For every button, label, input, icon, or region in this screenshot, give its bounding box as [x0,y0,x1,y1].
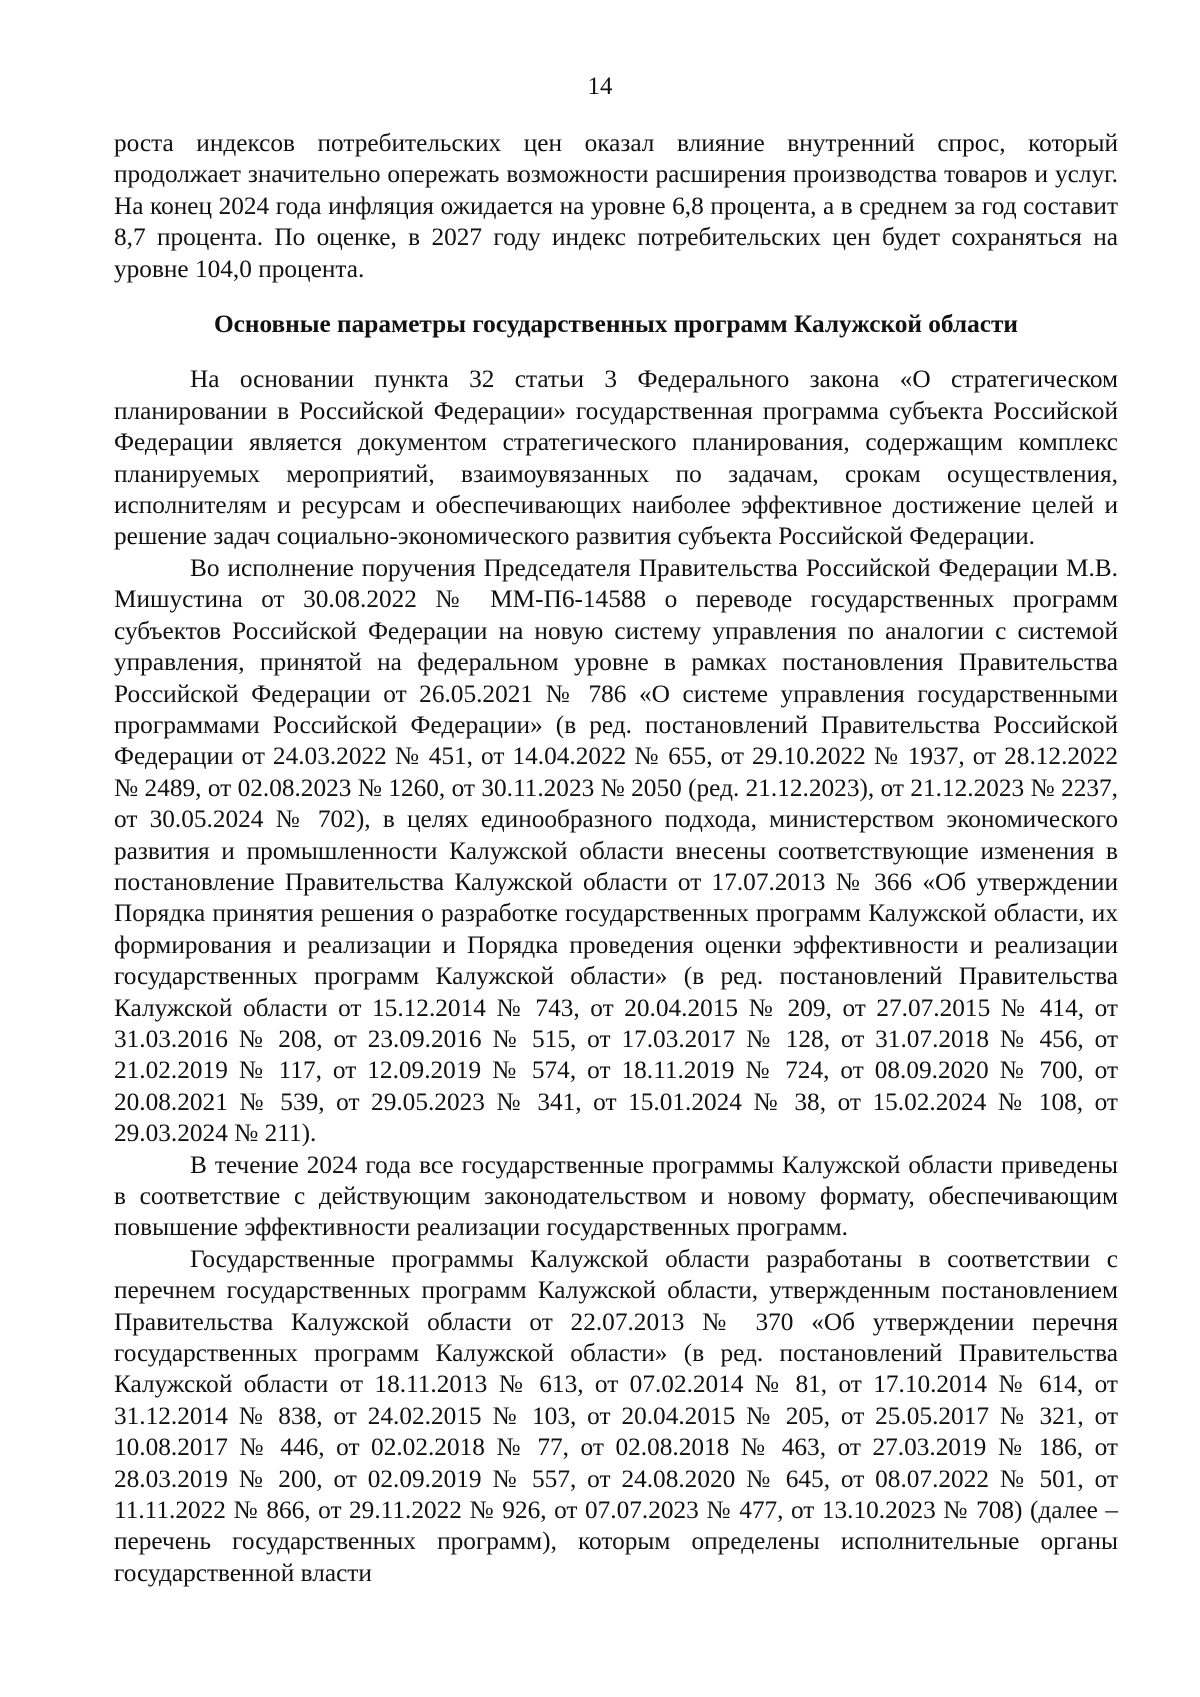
page-number: 14 [587,73,613,100]
paragraph: Государственные программы Калужской области разработаны в соответствии с перечнем государственных программ Калужской области, утвержденным постановлением Правительства Калужской области от 22.07.2013 № 370 «Об утверждении перечня государственных программ Калужской области» (в ред. постановлений Правительства Калужской области от 18.11.2013 № 613, от 07.02.2014 № 81, от 17.10.2014 № 614, от 31.12.2014 № 838, от 24.02.2015 № 103, от 20.04.2015 № 205, от 25.05.2017 № 321, от 10.08.2017 № 446, от 02.02.2018 № 77, от 02.08.2018 № 463, от 27.03.2019 № 186, от 28.03.2019 № 200, от 02.09.2019 № 557, от 24.08.2020 № 645, от 08.07.2022 № 501, от 11.11.2022 № 866, от 29.11.2022 № 926, от 07.07.2023 № 477, от 13.10.2023 № 708) (далее – перечень государственных программ), которым определены исполнительные органы государственной власти [114,1244,1118,1587]
paragraph: В течение 2024 года все государственные программы Калужской области приведены в соответствие с действующим законодательством и новому формату, обеспечивающим повышение эффективности реализации государственных программ. [114,1150,1118,1242]
paragraph-continuation: роста индексов потребительских цен оказал влияние внутренний спрос, который продолжает значительно опережать возможности расширения производства товаров и услуг. На конец 2024 года инфляция ожидается на уровне 6,8 процента, а в среднем за год составит 8,7 процента. По оценке, в 2027 году индекс потребительских цен будет сохраняться на уровне 104,0 процента. [114,129,1118,283]
paragraph: Во исполнение поручения Председателя Правительства Российской Федерации М.В. Мишустина от 30.08.2022 № ММ-П6-14588 о переводе государственных программ субъектов Российской Федерации на новую систему управления по аналогии с системой управления, принятой на федеральном уровне в рамках постановления Правительства Российской Федерации от 26.05.2021 № 786 «О системе управления государственными программами Российской Федерации» (в ред. постановлений Правительства Российской Федерации от 24.03.2022 № 451, от 14.04.2022 № 655, от 29.10.2022 № 1937, от 28.12.2022 № 2489, от 02.08.2023 № 1260, от 30.11.2023 № 2050 (ред. 21.12.2023), от 21.12.2023 № 2237, от 30.05.2024 № 702), в целях единообразного подхода, министерством экономического развития и промышленности Калужской области внесены соответствующие изменения в постановление Правительства Калужской области от 17.07.2013 № 366 «Об утверждении Порядка принятия решения о разработке государственных программ Калужской области, их формирования и реализации и Порядка проведения оценки эффективности и реализации государственных программ Калужской области» (в ред. постановлений Правительства Калужской области от 15.12.2014 № 743, от 20.04.2015 № 209, от 27.07.2015 № 414, от 31.03.2016 № 208, от 23.09.2016 № 515, от 17.03.2017 № 128, от 31.07.2018 № 456, от 21.02.2019 № 117, от 12.09.2019 № 574, от 18.11.2019 № 724, от 08.09.2020 № 700, от 20.08.2021 № 539, от 29.05.2023 № 341, от 15.01.2024 № 38, от 15.02.2024 № 108, от 29.03.2024 № 211). [114,553,1118,1148]
document-body [114,128,1118,1589]
section-heading: Основные параметры государственных программ Калужской области [213,310,1018,339]
paragraph: На основании пункта 32 статьи 3 Федерального закона «О стратегическом планировании в Российской Федерации» государственная программа субъекта Российской Федерации является документом стратегического планирования, содержащим комплекс планируемых мероприятий, взаимоувязанных по задачам, срокам осуществления, исполнителям и ресурсам и обеспечивающих наиболее эффективное достижение целей и решение задач социально-экономического развития субъекта Российской Федерации. [114,365,1118,551]
